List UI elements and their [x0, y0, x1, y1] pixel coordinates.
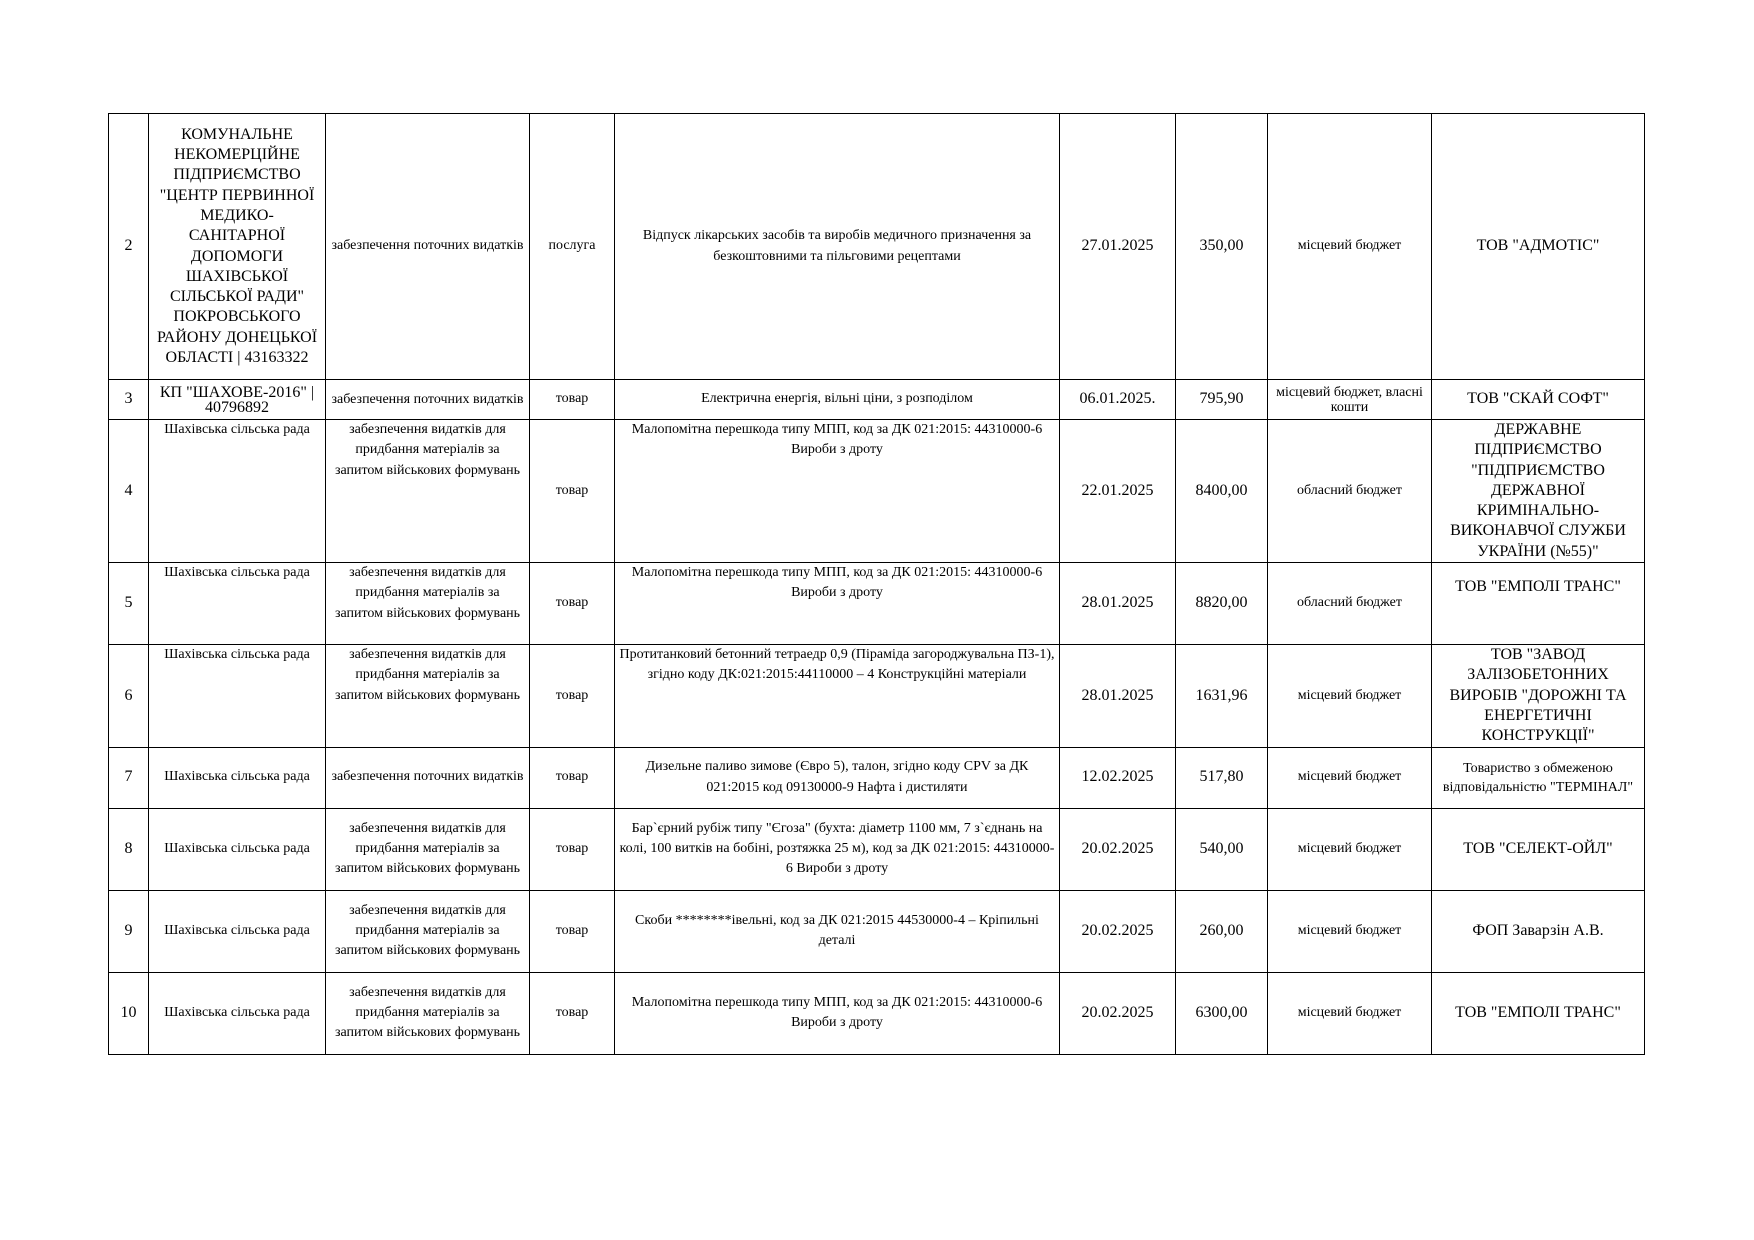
date-cell: 22.01.2025	[1060, 420, 1176, 563]
table-row	[109, 645, 1645, 747]
type-cell: товар	[530, 972, 615, 1054]
table-row	[109, 972, 1645, 1054]
row-number: 7	[109, 747, 149, 808]
customer-cell: Шахівська сільська рада	[149, 747, 326, 808]
date-cell: 20.02.2025	[1060, 890, 1176, 972]
subject-cell: Малопомітна перешкода типу МПП, код за ДК 021:2015: 44310000-6 Вироби з дроту	[615, 563, 1060, 645]
type-cell: товар	[530, 808, 615, 890]
amount-cell: 6300,00	[1176, 972, 1268, 1054]
purpose-cell: забезпечення видатків для придбання матеріалів за запитом військових формувань	[326, 808, 530, 890]
customer-cell: Шахівська сільська рада	[149, 420, 326, 563]
date-cell: 20.02.2025	[1060, 808, 1176, 890]
table-row	[109, 114, 1645, 380]
row-number: 3	[109, 380, 149, 420]
customer-cell: Шахівська сільська рада	[149, 890, 326, 972]
type-cell: товар	[530, 747, 615, 808]
date-cell: 28.01.2025	[1060, 645, 1176, 747]
customer-cell: Шахівська сільська рада	[149, 563, 326, 645]
amount-cell: 8400,00	[1176, 420, 1268, 563]
row-number: 10	[109, 972, 149, 1054]
purpose-cell: забезпечення видатків для придбання матеріалів за запитом військових формувань	[326, 890, 530, 972]
supplier-cell: ТОВ "СКАЙ СОФТ"	[1432, 380, 1645, 420]
supplier-cell: ФОП Заварзін А.В.	[1432, 890, 1645, 972]
subject-cell: Малопомітна перешкода типу МПП, код за ДК 021:2015: 44310000-6 Вироби з дроту	[615, 420, 1060, 563]
type-cell: товар	[530, 380, 615, 420]
amount-cell: 350,00	[1176, 114, 1268, 380]
row-number: 4	[109, 420, 149, 563]
subject-cell: Дизельне паливо зимове (Євро 5), талон, згідно коду CPV за ДК 021:2015 код 09130000-9 Нафта і дистиляти	[615, 747, 1060, 808]
source-cell: місцевий бюджет	[1268, 808, 1432, 890]
customer-cell: КП "ШАХОВЕ-2016" | 40796892	[149, 380, 326, 420]
customer-cell: КОМУНАЛЬНЕ НЕКОМЕРЦІЙНЕ ПІДПРИЄМСТВО "ЦЕНТР ПЕРВИННОЇ МЕДИКО-САНІТАРНОЇ ДОПОМОГИ ШАХІВСЬКОЇ СІЛЬСЬКОЇ РАДИ" ПОКРОВСЬКОГО РАЙОНУ ДОНЕЦЬКОЇ ОБЛАСТІ | 43163322	[149, 114, 326, 380]
type-cell: товар	[530, 420, 615, 563]
source-cell: місцевий бюджет	[1268, 747, 1432, 808]
source-cell: обласний бюджет	[1268, 563, 1432, 645]
source-cell: місцевий бюджет	[1268, 114, 1432, 380]
table-row	[109, 890, 1645, 972]
type-cell: товар	[530, 645, 615, 747]
date-cell: 27.01.2025	[1060, 114, 1176, 380]
date-cell: 20.02.2025	[1060, 972, 1176, 1054]
date-cell: 28.01.2025	[1060, 563, 1176, 645]
table-row	[109, 563, 1645, 645]
source-cell: місцевий бюджет, власні кошти	[1268, 380, 1432, 420]
amount-cell: 517,80	[1176, 747, 1268, 808]
row-number: 9	[109, 890, 149, 972]
amount-cell: 540,00	[1176, 808, 1268, 890]
subject-cell: Бар`єрний рубіж типу "Єгоза" (бухта: діаметр 1100 мм, 7 з`єднань на колі, 100 витків на бобіні, розтяжка 25 м), код за ДК 021:2015: 44310000-6 Вироби з дроту	[615, 808, 1060, 890]
row-number: 5	[109, 563, 149, 645]
purpose-cell: забезпечення поточних видатків	[326, 114, 530, 380]
row-number: 6	[109, 645, 149, 747]
purpose-cell: забезпечення видатків для придбання матеріалів за запитом військових формувань	[326, 420, 530, 563]
type-cell: послуга	[530, 114, 615, 380]
purpose-cell: забезпечення поточних видатків	[326, 380, 530, 420]
type-cell: товар	[530, 563, 615, 645]
customer-cell: Шахівська сільська рада	[149, 808, 326, 890]
purpose-cell: забезпечення видатків для придбання матеріалів за запитом військових формувань	[326, 563, 530, 645]
supplier-cell: ТОВ "ЗАВОД ЗАЛІЗОБЕТОННИХ ВИРОБІВ "ДОРОЖНІ ТА ЕНЕРГЕТИЧНІ КОНСТРУКЦІЇ"	[1432, 645, 1645, 747]
amount-cell: 1631,96	[1176, 645, 1268, 747]
table-row	[109, 808, 1645, 890]
subject-cell: Електрична енергія, вільні ціни, з розподілом	[615, 380, 1060, 420]
amount-cell: 795,90	[1176, 380, 1268, 420]
subject-cell: Скоби ********івельні, код за ДК 021:2015 44530000-4 – Кріпильні деталі	[615, 890, 1060, 972]
source-cell: місцевий бюджет	[1268, 645, 1432, 747]
source-cell: обласний бюджет	[1268, 420, 1432, 563]
supplier-cell: Товариство з обмеженою відповідальністю "ТЕРМІНАЛ"	[1432, 747, 1645, 808]
row-number: 2	[109, 114, 149, 380]
amount-cell: 8820,00	[1176, 563, 1268, 645]
subject-cell: Малопомітна перешкода типу МПП, код за ДК 021:2015: 44310000-6 Вироби з дроту	[615, 972, 1060, 1054]
table-row	[109, 747, 1645, 808]
purpose-cell: забезпечення видатків для придбання матеріалів за запитом військових формувань	[326, 645, 530, 747]
subject-cell: Відпуск лікарських засобів та виробів медичного призначення за безкоштовними та пільговими рецептами	[615, 114, 1060, 380]
date-cell: 06.01.2025.	[1060, 380, 1176, 420]
subject-cell: Протитанковий бетонний тетраедр 0,9 (Піраміда загороджувальна ПЗ-1), згідно коду ДК:021:2015:44110000 – 4 Конструкційні матеріали	[615, 645, 1060, 747]
amount-cell: 260,00	[1176, 890, 1268, 972]
customer-cell: Шахівська сільська рада	[149, 972, 326, 1054]
table-row	[109, 420, 1645, 563]
purpose-cell: забезпечення видатків для придбання матеріалів за запитом військових формувань	[326, 972, 530, 1054]
row-number: 8	[109, 808, 149, 890]
procurement-table	[108, 113, 1645, 1055]
type-cell: товар	[530, 890, 615, 972]
supplier-cell: ТОВ "ЕМПОЛІ ТРАНС"	[1432, 972, 1645, 1054]
table-row	[109, 380, 1645, 420]
supplier-cell: ТОВ "СЕЛЕКТ-ОЙЛ"	[1432, 808, 1645, 890]
date-cell: 12.02.2025	[1060, 747, 1176, 808]
source-cell: місцевий бюджет	[1268, 972, 1432, 1054]
supplier-cell: ДЕРЖАВНЕ ПІДПРИЄМСТВО "ПІДПРИЄМСТВО ДЕРЖАВНОЇ КРИМІНАЛЬНО-ВИКОНАВЧОЇ СЛУЖБИ УКРАЇНИ (№55)"	[1432, 420, 1645, 563]
supplier-cell: ТОВ "ЕМПОЛІ ТРАНС"	[1432, 563, 1645, 645]
supplier-cell: ТОВ "АДМОТІС"	[1432, 114, 1645, 380]
customer-cell: Шахівська сільська рада	[149, 645, 326, 747]
purpose-cell: забезпечення поточних видатків	[326, 747, 530, 808]
source-cell: місцевий бюджет	[1268, 890, 1432, 972]
